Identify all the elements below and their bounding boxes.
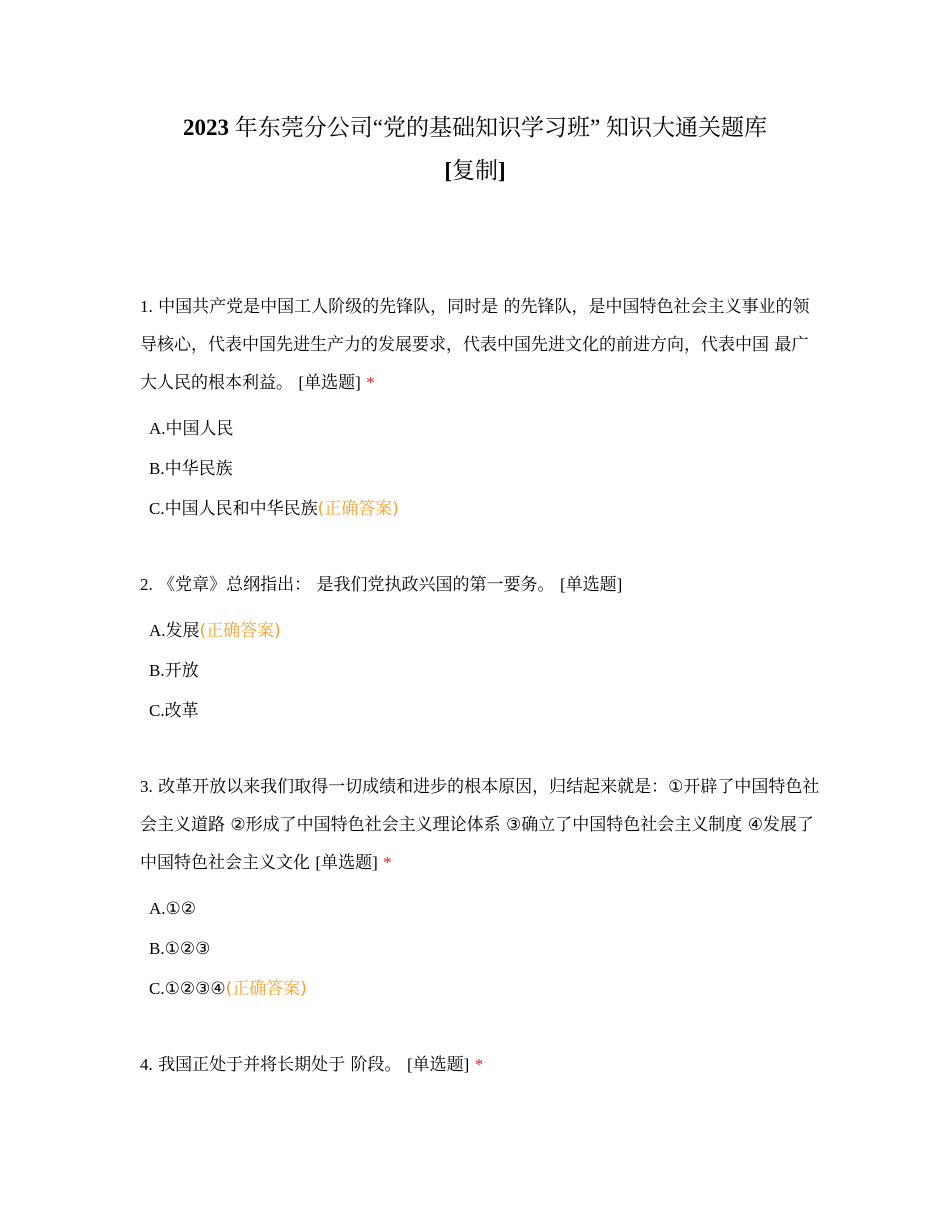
question-3-options (149, 889, 307, 1009)
option-b: B.中华民族 (149, 459, 233, 479)
question-number: 1. (140, 297, 153, 316)
correct-answer-label: (正确答案) (225, 979, 307, 999)
option-a: A.①② (149, 899, 197, 919)
question-number: 3. (140, 777, 153, 796)
required-marker: * (474, 1055, 484, 1074)
question-type-tag: [单选题] (559, 575, 623, 594)
question-number: 2. (140, 575, 153, 594)
question-text: 中国共产党是中国工人阶级的先锋队，同时是 的先锋队，是中国特色社会主义事业的领导核心，代表中国先进生产力的发展要求，代表中国先进文化的前进方向，代表中国 最广大人民的根本利益。 (140, 297, 810, 393)
question-type-tag: [单选题] (298, 373, 361, 392)
question-2-options (149, 611, 281, 731)
page-title: 2023 年东莞分公司“党的基础知识学习班” 知识大通关题库 [复制] (183, 115, 767, 183)
title-year: 2023 (183, 115, 230, 140)
question-2 (140, 566, 820, 604)
correct-answer-label: (正确答案) (317, 499, 399, 519)
option-c: C.①②③④(正确答案) (149, 979, 307, 999)
question-text: 《党章》总纲指出： 是我们党执政兴国的第一要务。 (158, 575, 555, 595)
question-text: 改革开放以来我们取得一切成绩和进步的根本原因，归结起来就是：①开辟了中国特色社会主义道路 ②形成了中国特色社会主义理论体系 ③确立了中国特色社会主义制度 ④发展了中国特色社会主义文化 (140, 777, 820, 873)
question-type-tag: [单选题] (406, 1055, 470, 1074)
option-c: C.中国人民和中华民族(正确答案) (149, 499, 399, 519)
question-number: 4. (140, 1055, 153, 1074)
option-b: B.开放 (149, 661, 199, 681)
question-text: 我国正处于并将长期处于 阶段。 (158, 1055, 402, 1075)
question-4 (140, 1046, 820, 1084)
question-1 (140, 288, 820, 402)
question-3 (140, 768, 820, 882)
required-marker: * (383, 853, 392, 872)
option-b: B.①②③ (149, 939, 211, 959)
question-type-tag: [单选题] (315, 853, 378, 872)
option-a: A.发展(正确答案) (149, 621, 281, 641)
required-marker: * (366, 373, 375, 392)
copy-label: 复制 (452, 158, 498, 183)
option-c: C.改革 (149, 701, 199, 721)
title-main: 年东莞分公司“党的基础知识学习班” 知识大通关题库 (234, 115, 767, 140)
question-1-options (149, 409, 399, 529)
correct-answer-label: (正确答案) (199, 621, 281, 641)
option-a: A.中国人民 (149, 419, 234, 439)
